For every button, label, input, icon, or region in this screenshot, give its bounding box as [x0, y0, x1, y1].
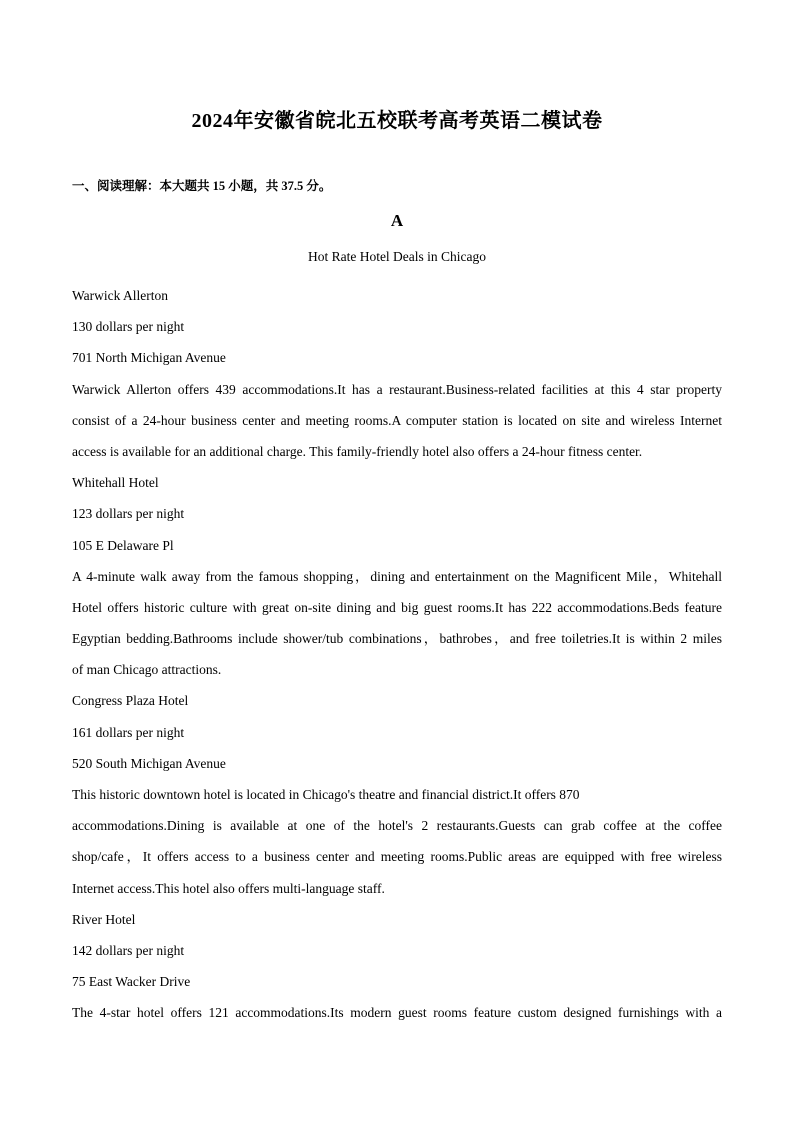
paragraph-line: Hotel offers historic culture with great on-site dining and big guest rooms.It has 222 accommodations.Beds feature — [72, 599, 722, 615]
paragraph-line: This historic downtown hotel is located in Chicago's theatre and financial district.It offers 870 — [72, 787, 580, 802]
hotel-price-congress: 161 dollars per night — [72, 724, 185, 740]
hotel-name-whitehall: Whitehall Hotel — [72, 475, 159, 491]
section-heading: 一、阅读理解：本大题共 15 小题，共 37.5 分。 — [72, 179, 332, 193]
hotel-name-river: River Hotel — [72, 911, 136, 927]
hotel-address-whitehall: 105 E Delaware Pl — [72, 537, 174, 553]
paragraph-line: accommodations.Dining is available at one of the hotel's 2 restaurants.Guests can grab coffee at the coffee — [72, 818, 722, 834]
paragraph-line: Internet access.This hotel also offers multi-language staff. — [72, 880, 385, 896]
hotel-name-congress: Congress Plaza Hotel — [72, 693, 189, 709]
paragraph-line: access is available for an additional charge. This family-friendly hotel also offers a 24-hour fitness center. — [72, 443, 643, 459]
part-letter: A — [390, 211, 404, 230]
hotel-address-river: 75 East Wacker Drive — [72, 974, 191, 990]
paragraph-line: consist of a 24-hour business center and meeting rooms.A computer station is located on site and wireless Internet — [72, 412, 722, 428]
passage-body — [72, 280, 722, 1029]
paragraph-line: Warwick Allerton offers 439 accommodations.It has a restaurant.Business-related facilities at this 4 star property — [72, 381, 722, 397]
hotel-address-warwick: 701 North Michigan Avenue — [72, 350, 226, 366]
document-title: 2024年安徽省皖北五校联考高考英语二模试卷 — [191, 110, 603, 132]
paragraph-line: shop/cafe，It offers access to a business center and meeting rooms.Public areas are equipped with free wireless — [72, 849, 722, 865]
hotel-price-whitehall: 123 dollars per night — [72, 506, 185, 522]
hotel-price-warwick: 130 dollars per night — [72, 319, 185, 335]
hotel-price-river: 142 dollars per night — [72, 942, 185, 958]
paragraph-line: of man Chicago attractions. — [72, 662, 222, 678]
hotel-address-congress: 520 South Michigan Avenue — [72, 755, 226, 771]
passage-title: Hot Rate Hotel Deals in Chicago — [307, 249, 487, 264]
paragraph-line: Egyptian bedding.Bathrooms include shower/tub combinations，bathrobes，and free toiletries.It is within 2 miles — [72, 631, 722, 647]
hotel-name-warwick: Warwick Allerton — [72, 288, 169, 303]
paragraph-line: The 4-star hotel offers 121 accommodations.Its modern guest rooms feature custom designed furnishings with a — [72, 1005, 722, 1021]
paragraph-line: A 4-minute walk away from the famous shopping，dining and entertainment on the Magnificent Mile，Whitehall — [72, 568, 722, 584]
